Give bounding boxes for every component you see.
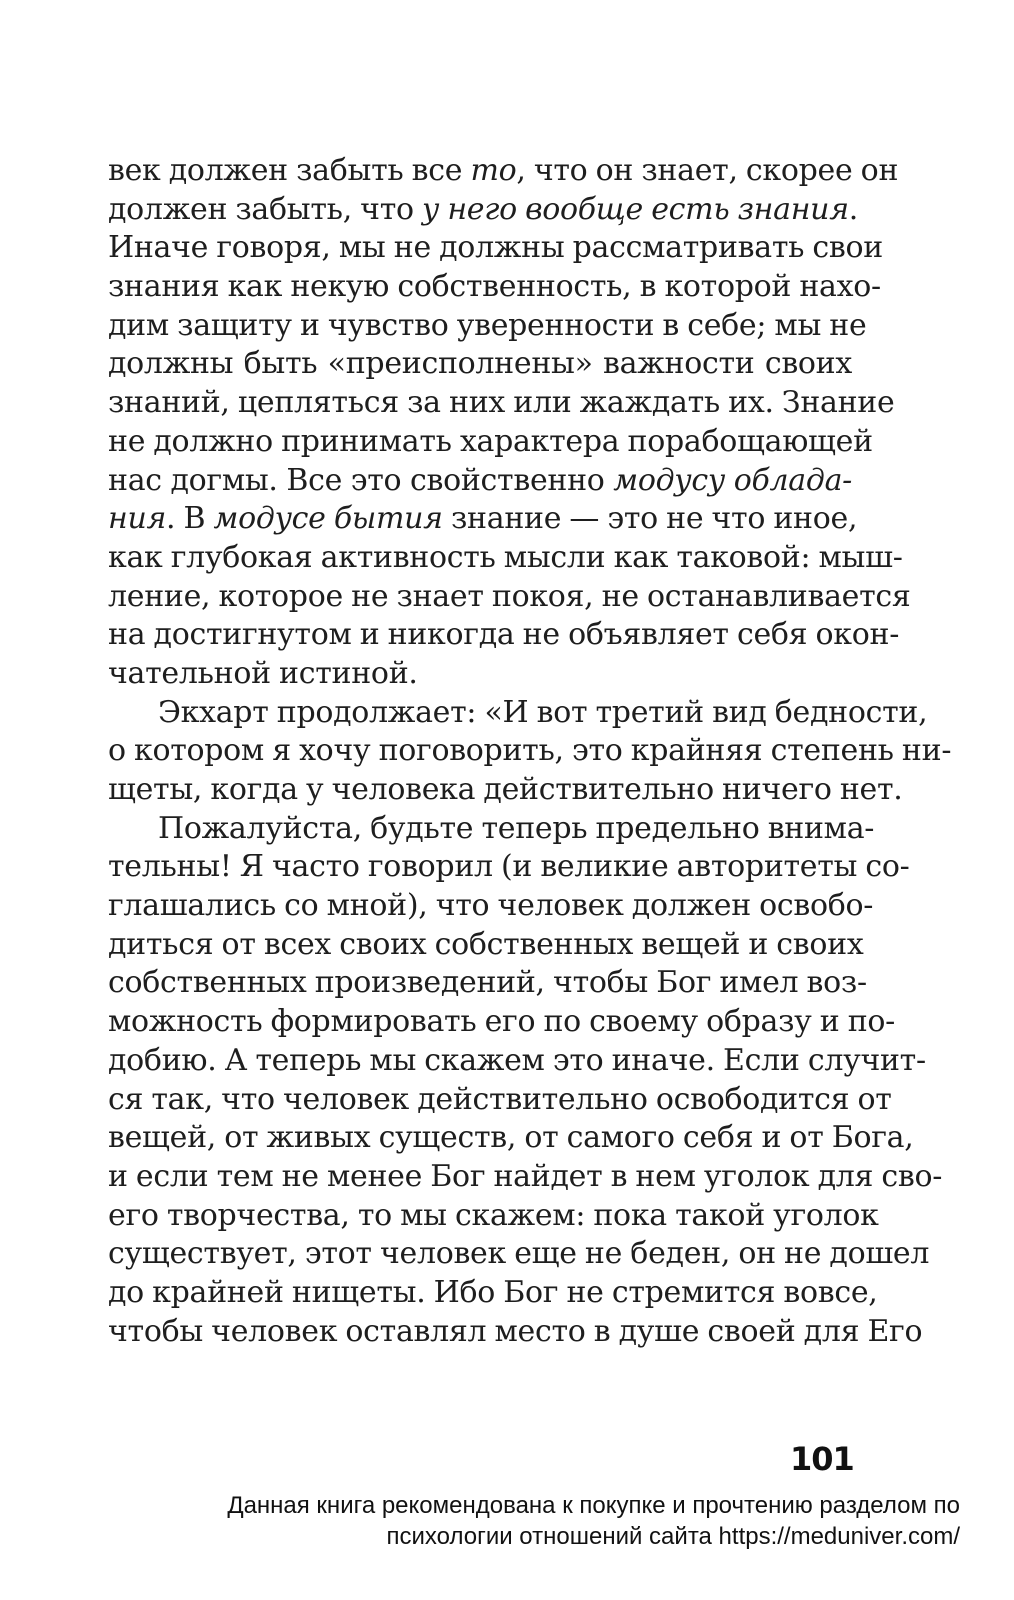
text-segment: Экхарт продолжает: «И вот третий вид бедности,	[158, 694, 928, 730]
italic-text: у него вообще есть знания	[422, 191, 849, 227]
text-line	[108, 655, 852, 694]
text-line	[108, 848, 910, 887]
text-line	[108, 500, 858, 539]
footer-line-2: психологии отношений сайта https://meduniver.com/	[386, 1523, 960, 1550]
text-segment: .	[848, 191, 859, 227]
text-line	[108, 307, 867, 346]
text-segment: нас догмы. Все это свойственно	[108, 462, 614, 498]
text-line	[108, 1274, 878, 1313]
text-segment: должны быть «преисполнены» важности своих	[108, 346, 852, 382]
italic-text: модусу облада-	[613, 462, 852, 498]
text-segment: до крайней нищеты. Ибо Бог не стремится вовсе,	[108, 1274, 878, 1310]
text-line	[108, 732, 952, 771]
page-number: 101	[790, 1440, 854, 1478]
text-segment: можность формировать его по своему образу и по-	[108, 1004, 895, 1040]
text-line	[108, 229, 883, 268]
text-segment: чательной истиной.	[108, 655, 418, 691]
text-segment: должен забыть, что	[108, 191, 422, 227]
text-segment: тельны! Я часто говорил (и великие авторитеты со-	[108, 849, 910, 885]
text-line	[108, 345, 852, 384]
text-line	[108, 1003, 895, 1042]
italic-text: ния	[108, 501, 167, 537]
text-segment: . В	[166, 501, 214, 537]
text-line	[108, 539, 903, 578]
text-line	[108, 384, 895, 423]
text-segment: глашались со мной), что человек должен освобо-	[108, 888, 874, 924]
body-text	[108, 152, 952, 1351]
text-segment: существует, этот человек еще не беден, он не дошел	[108, 1236, 930, 1272]
text-segment: на достигнутом и никогда не объявляет себя окон-	[108, 617, 900, 653]
text-segment: его творчества, то мы скажем: пока такой уголок	[108, 1197, 879, 1233]
text-line	[108, 1119, 914, 1158]
text-line	[108, 578, 911, 617]
text-line	[108, 423, 873, 462]
text-line	[108, 964, 867, 1003]
text-segment: добию. А теперь мы скажем это иначе. Если случит-	[108, 1042, 926, 1078]
text-line	[108, 1313, 923, 1352]
text-segment: собственных произведений, чтобы Бог имел воз-	[108, 965, 867, 1001]
text-segment: Пожалуйста, будьте теперь предельно внима-	[158, 810, 875, 846]
text-line	[108, 694, 928, 733]
text-segment: ление, которое не знает покоя, не останавливается	[108, 578, 911, 614]
text-segment: век должен забыть все	[108, 153, 471, 188]
text-segment: чтобы человек оставлял место в душе своей для Его	[108, 1313, 923, 1349]
text-segment: диться от всех своих собственных вещей и своих	[108, 926, 864, 962]
text-segment: как глубокая активность мысли как таковой: мыш-	[108, 539, 903, 575]
text-segment: знаний, цепляться за них или жаждать их. Знание	[108, 385, 895, 421]
text-segment: о котором я хочу поговорить, это крайняя степень ни-	[108, 733, 952, 769]
text-segment: знания как некую собственность, в которой нахо-	[108, 269, 881, 305]
text-segment: и если тем не менее Бог найдет в нем уголок для сво-	[108, 1158, 943, 1194]
text-line	[108, 1158, 943, 1197]
text-segment: не должно принимать характера порабощающей	[108, 423, 873, 459]
footer-line-1: Данная книга рекомендована к покупке и прочтению разделом по	[227, 1492, 960, 1519]
text-segment: вещей, от живых существ, от самого себя и от Бога,	[108, 1120, 914, 1156]
text-line	[108, 268, 881, 307]
text-line	[108, 887, 874, 926]
text-line	[108, 810, 875, 849]
text-line	[108, 191, 859, 230]
text-segment: Иначе говоря, мы не должны рассматривать свои	[108, 230, 883, 266]
italic-text: то	[470, 153, 517, 188]
text-segment: знание — это не что иное,	[442, 501, 858, 537]
text-line	[108, 771, 903, 810]
text-line	[108, 152, 899, 191]
footer-note	[100, 1490, 960, 1552]
text-segment: ся так, что человек действительно освободится от	[108, 1081, 892, 1117]
text-line	[108, 1042, 926, 1081]
text-line	[108, 462, 852, 501]
text-line	[108, 1197, 879, 1236]
text-line	[108, 1081, 892, 1120]
text-line	[108, 1235, 930, 1274]
text-segment: щеты, когда у человека действительно ничего нет.	[108, 772, 903, 807]
italic-text: модусе бытия	[213, 501, 443, 537]
text-line	[108, 616, 900, 655]
text-segment: дим защиту и чувство уверенности в себе; мы не	[108, 307, 867, 343]
text-line	[108, 926, 864, 965]
text-segment: , что он знает, скорее он	[516, 153, 899, 188]
